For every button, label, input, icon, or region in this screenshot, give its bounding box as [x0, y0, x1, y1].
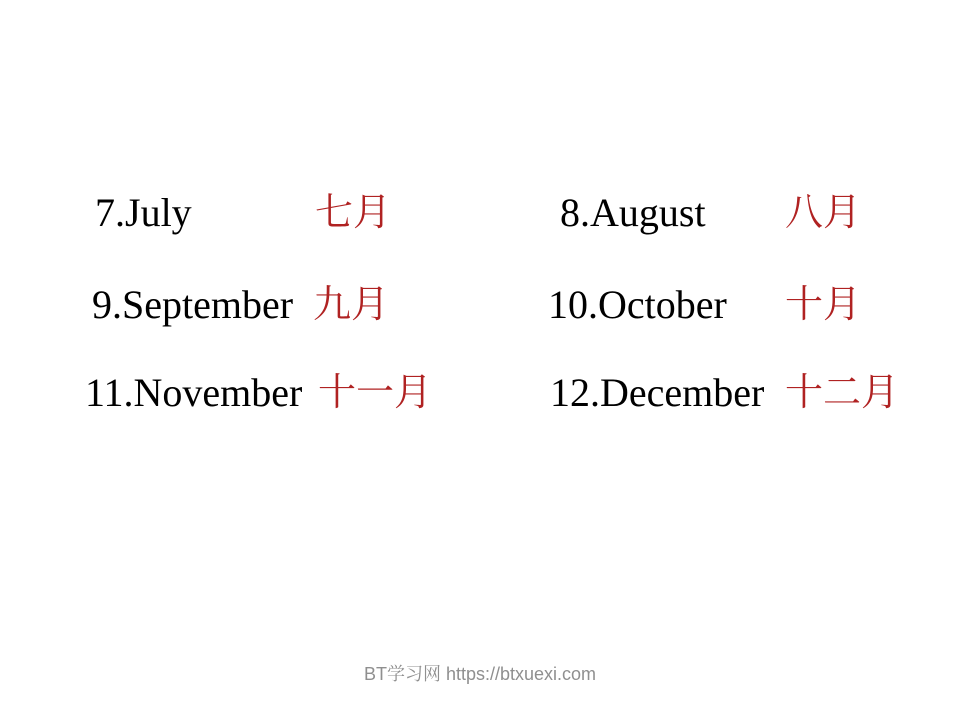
month-chinese-october: 十月: [785, 284, 862, 326]
month-english-september: 9.September: [92, 282, 294, 327]
month-chinese-august: 八月: [785, 192, 862, 234]
month-english-july: 7.July: [95, 190, 192, 235]
month-chinese-july: 七月: [315, 192, 392, 234]
month-chinese-december: 十二月: [785, 372, 900, 414]
month-english-august: 8.August: [560, 190, 706, 235]
month-english-november: 11.November: [85, 370, 303, 415]
month-chinese-november: 十一月: [318, 372, 433, 414]
month-english-december: 12.December: [550, 370, 765, 415]
watermark-text: BT学习网 https://btxuexi.com: [363, 664, 597, 684]
month-chinese-september: 九月: [313, 284, 390, 326]
month-english-october: 10.October: [548, 282, 727, 327]
